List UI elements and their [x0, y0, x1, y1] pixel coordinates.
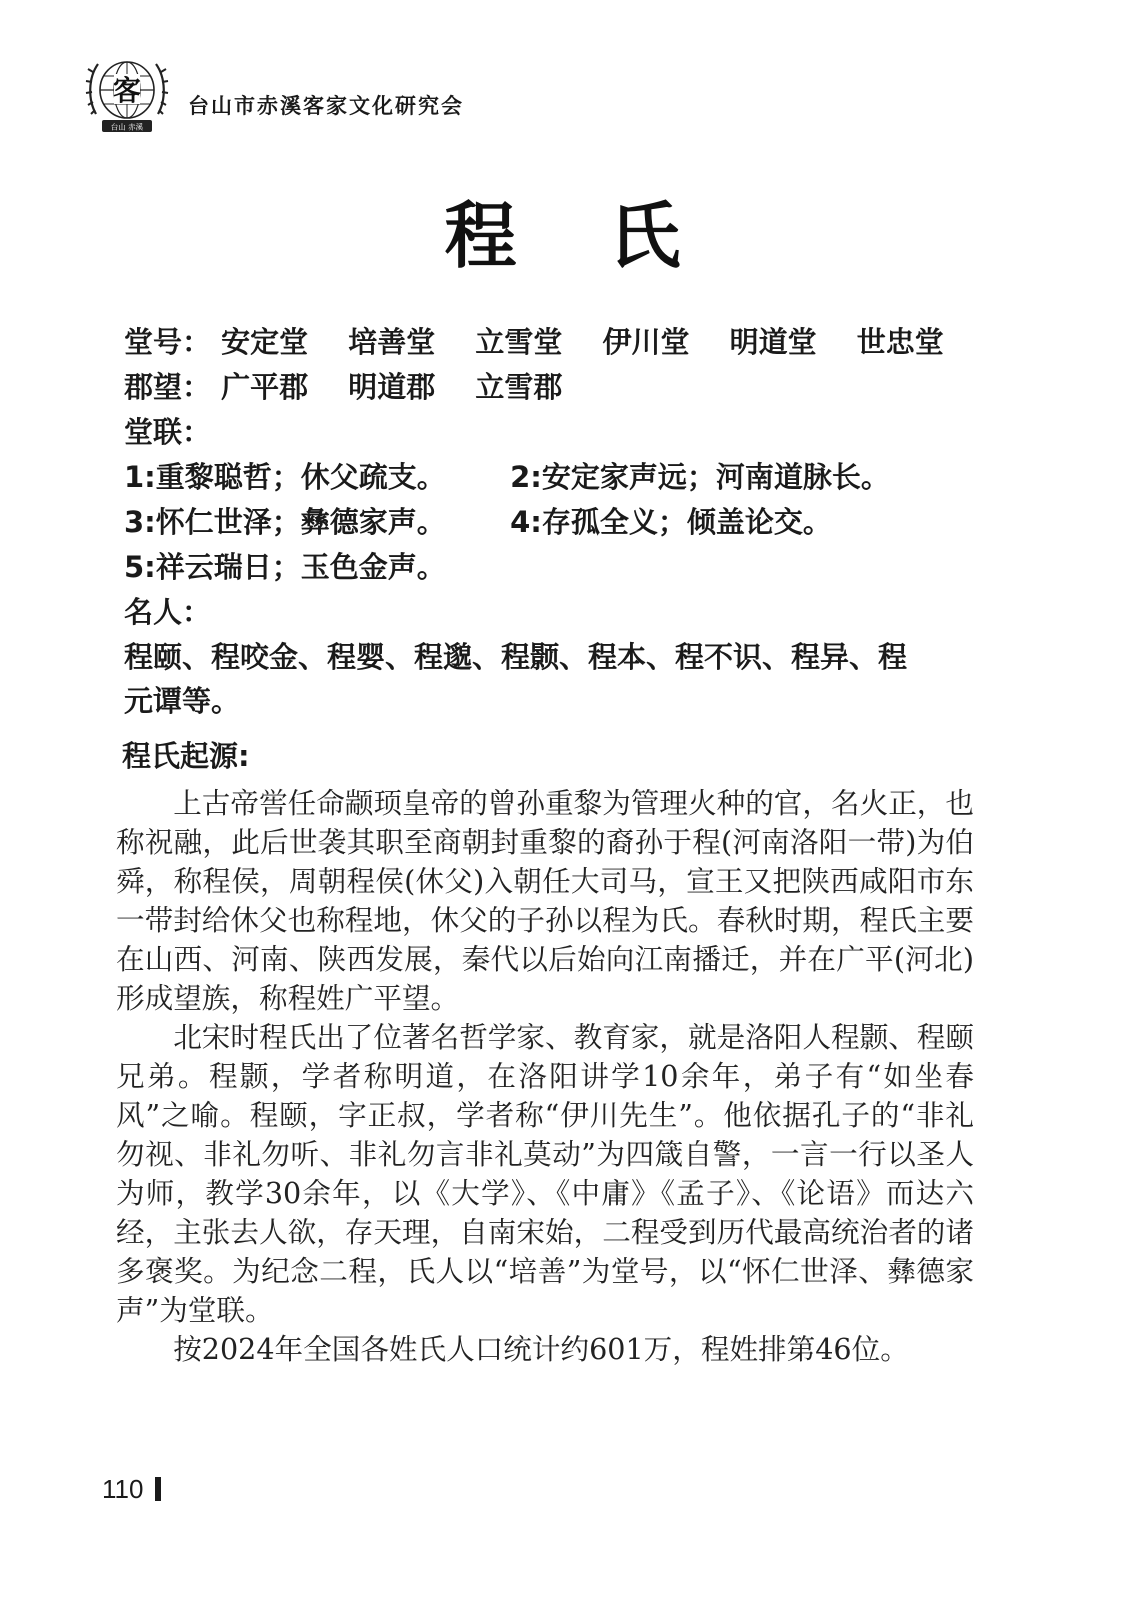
couplets-row: [124, 500, 1024, 545]
hall-name: 世忠堂: [856, 325, 944, 359]
page-header: [84, 52, 684, 136]
origin-heading: 程氏起源:: [122, 739, 250, 773]
hall-names-label: 堂号：: [124, 325, 212, 359]
page-number-text: 110: [102, 1474, 144, 1504]
famous-people: 程颐、程咬金、程婴、程邈、程颢、程本、程不识、程异、程元谭等。: [124, 640, 908, 718]
couplet: 5:祥云瑞日；玉色金声。: [124, 550, 446, 584]
paragraph: 北宋时程氏出了位著名哲学家、教育家，就是洛阳人程颢、程颐兄弟。程颢，学者称明道，在洛阳讲学10余年，弟子有“如坐春风”之喻。程颐，字正叔，学者称“伊川先生”。他依据孔子的“非礼勿视、非礼勿听、非礼勿言非礼莫动”为四箴自警，一言一行以圣人为师，教学30余年，以《大学》、《中庸》《孟子》、《论语》而达六经，主张去人欲，存天理，自南宋始，二程受到历代最高统治者的诸多褒奖。为纪念二程，氏人以“培善”为堂号，以“怀仁世泽、彝德家声”为堂联。: [116, 1020, 974, 1327]
couplet: 1:重黎聪哲；休父疏支。: [124, 460, 446, 494]
page-title: 程氏: [444, 193, 773, 278]
paragraph: 上古帝喾任命颛顼皇帝的曾孙重黎为管理火种的官，名火正，也称祝融，此后世袭其职至商朝封重黎的裔孙于程(河南洛阳一带)为伯舜，称程侯，周朝程侯(休父)入朝任大司马，宣王又把陕西咸阳市东一带封给休父也称程地，休父的子孙以程为氏。春秋时期，程氏主要在山西、河南、陕西发展，秦代以后始向江南播迁，并在广平(河北)形成望族，称程姓广平望。: [116, 786, 974, 1015]
couplet: 4:存孤全义；倾盖论交。: [510, 505, 832, 539]
commandery: 广平郡: [221, 370, 309, 404]
famous-label: 名人：: [124, 595, 212, 629]
hall-names-row: [124, 320, 1024, 365]
commanderies-row: [124, 365, 1024, 410]
commandery: 明道郡: [348, 370, 436, 404]
organization-name: 台山市赤溪客家文化研究会: [188, 93, 464, 118]
surname-info: [124, 320, 1024, 723]
hall-name: 明道堂: [729, 325, 817, 359]
page-number: [102, 1474, 161, 1505]
page-number-bar: [155, 1477, 161, 1501]
hall-name: 立雪堂: [475, 325, 563, 359]
couplets-row: [124, 545, 1024, 590]
association-logo: [84, 52, 170, 136]
hall-name: 伊川堂: [602, 325, 690, 359]
paragraph: 按2024年全国各姓氏人口统计约601万，程姓排第46位。: [173, 1332, 909, 1366]
couplet: 2:安定家声远；河南道脉长。: [510, 460, 890, 494]
origin-body: [116, 784, 974, 1369]
couplets-label: 堂联：: [124, 415, 212, 449]
logo-banner-text: 台山 赤溪: [110, 122, 144, 132]
couplet: 3:怀仁世泽；彝德家声。: [124, 505, 446, 539]
hall-name: 安定堂: [221, 325, 309, 359]
logo-character: 客: [112, 74, 142, 107]
hall-name: 培善堂: [348, 325, 436, 359]
commanderies-label: 郡望：: [124, 370, 212, 404]
couplets-row: [124, 455, 1024, 500]
commandery: 立雪郡: [475, 370, 563, 404]
